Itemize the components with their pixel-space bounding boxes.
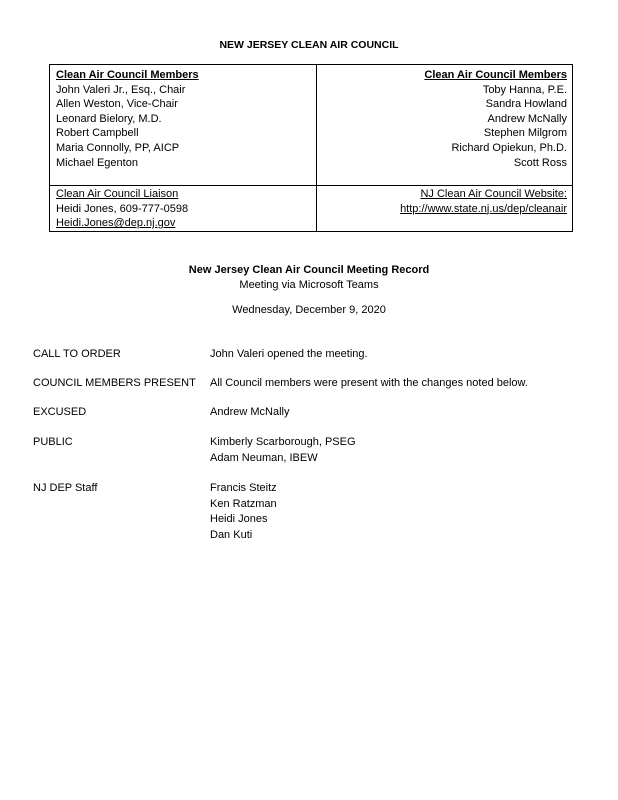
minutes-label: COUNCIL MEMBERS PRESENT [33,377,196,389]
minutes-label: NJ DEP Staff [33,482,98,494]
meeting-date: Wednesday, December 9, 2020 [232,304,386,316]
member-name: Richard Opiekun, Ph.D. [451,141,567,154]
right-members-heading: Clean Air Council Members [424,69,567,81]
minutes-value [210,435,356,466]
minutes-label: EXCUSED [33,406,87,418]
liaison-cell [56,187,188,231]
member-name: Michael Egenton [56,156,138,169]
member-name: John Valeri Jr., Esq., Chair [56,83,186,96]
minutes-value-line: Francis Steitz [210,482,277,494]
meeting-record-title: New Jersey Clean Air Council Meeting Record [188,264,430,276]
member-name: Scott Ross [513,156,567,169]
minutes-value-line: Kimberly Scarborough, PSEG [210,436,356,448]
member-name: Allen Weston, Vice-Chair [56,98,178,111]
minutes-value-line: John Valeri opened the meeting. [210,348,368,360]
minutes-value-line: Adam Neuman, IBEW [210,451,318,464]
liaison-contact: Heidi Jones, 609-777-0598 [56,202,189,215]
members-table [49,64,573,232]
minutes-value-line: Dan Kuti [210,528,253,541]
member-name: Leonard Bielory, M.D. [56,112,162,125]
member-name: Toby Hanna, P.E. [482,83,567,96]
document-title: NEW JERSEY CLEAN AIR COUNCIL [219,39,399,51]
minutes-value-line: All Council members were present with the changes noted below. [210,377,528,389]
member-name: Maria Connolly, PP, AICP [56,141,180,154]
minutes-label: CALL TO ORDER [33,348,121,360]
member-name: Sandra Howland [485,98,567,111]
right-members-cell [424,68,567,170]
minutes-value [210,376,528,392]
minutes-value [210,481,277,543]
website-heading: NJ Clean Air Council Website: [420,188,567,200]
left-members-heading: Clean Air Council Members [56,69,199,81]
minutes-label: PUBLIC [33,436,73,448]
minutes-value-line: Ken Ratzman [210,497,277,510]
member-name: Stephen Milgrom [483,127,567,140]
minutes-value-line: Andrew McNally [210,406,290,418]
table-column-divider [316,65,317,231]
meeting-record-subtitle: Meeting via Microsoft Teams [239,279,379,291]
website-link[interactable]: http://www.state.nj.us/dep/cleanair [400,202,567,215]
website-cell [400,187,567,216]
minutes-value [210,405,289,421]
left-members-cell [56,68,199,170]
member-name: Robert Campbell [56,127,139,140]
member-name: Andrew McNally [487,112,567,125]
table-row-divider [50,185,572,186]
minutes-value [210,347,368,363]
liaison-heading: Clean Air Council Liaison [56,188,179,200]
minutes-value-line: Heidi Jones [210,513,268,525]
liaison-email-link[interactable]: Heidi.Jones@dep.nj.gov [56,217,176,230]
